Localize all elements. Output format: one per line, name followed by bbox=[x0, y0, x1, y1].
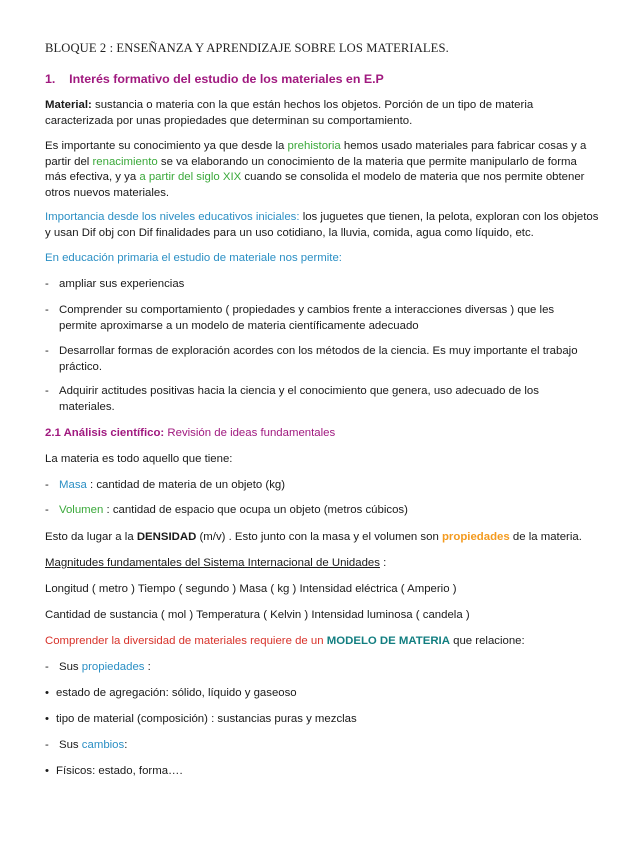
section-1-number: 1. bbox=[45, 72, 56, 86]
list-item-text: Comprender su comportamiento ( propiedades y cambios frente a interacciones diversas ) que les permite aproximarse a un modelo de materia científicamente adecuado bbox=[59, 304, 555, 332]
magnitudes-line-2: Cantidad de sustancia ( mol ) Temperatura ( Kelvin ) Intensidad luminosa ( candela ) bbox=[45, 609, 470, 621]
volumen-text: : cantidad de espacio que ocupa un objeto (metros cúbicos) bbox=[103, 504, 408, 516]
estado-text: estado de agregación: sólido, líquido y gaseoso bbox=[56, 687, 297, 699]
list-item bbox=[45, 344, 593, 375]
section-1-title: Interés formativo del estudio de los materiales en E.P bbox=[69, 72, 384, 86]
renacimiento-highlight: renacimiento bbox=[92, 155, 158, 168]
propiedades-highlight: propiedades bbox=[441, 531, 510, 543]
dash-marker: - bbox=[45, 739, 49, 751]
siglo-xix-highlight: a partir del siglo XIX bbox=[139, 171, 242, 183]
material-term: Material: bbox=[45, 99, 92, 111]
history-text-d: cuando se consolida el modelo de materia que nos permite obtener otros nuevos materiales. bbox=[45, 171, 585, 199]
bullet-marker: • bbox=[45, 713, 49, 725]
dash-marker: - bbox=[45, 385, 49, 397]
sus-cambios-colon: : bbox=[124, 739, 128, 751]
importance-text: los juguetes que tienen, la pelota, exploran con los objetos y usan Dif obj con Dif finalidades para un uso cotidiano, la lluvia, comida, agua como líquido, etc. bbox=[45, 211, 599, 239]
history-paragraph bbox=[45, 139, 600, 201]
magnitudes-title: Magnitudes fundamentales del Sistema Internacional de Unidades bbox=[45, 557, 380, 569]
estado-item bbox=[45, 686, 593, 702]
dash-marker: - bbox=[45, 504, 49, 516]
list-item-text: ampliar sus experiencias bbox=[59, 278, 185, 290]
volumen-item bbox=[45, 503, 593, 519]
history-text-c: se va elaborando un conocimiento de la materia que permite manipularlo de forma más efectiva, y ya bbox=[45, 155, 577, 183]
primary-education-intro: En educación primaria el estudio de materiale nos permite: bbox=[45, 252, 342, 264]
densidad-text-c: de la materia. bbox=[509, 531, 582, 543]
section-2-1-heading bbox=[45, 426, 600, 442]
comprender-tail: que relacione: bbox=[449, 635, 525, 647]
list-item bbox=[45, 303, 593, 334]
tipo-text: tipo de material (composición) : sustancias puras y mezclas bbox=[56, 713, 357, 725]
volumen-term: Volumen bbox=[59, 504, 104, 516]
section-2-1-label: 2.1 Análisis científico: bbox=[45, 427, 165, 439]
dash-marker: - bbox=[45, 304, 49, 316]
sus-prop-prefix: Sus bbox=[59, 661, 82, 673]
materia-intro: La materia es todo aquello que tiene: bbox=[45, 453, 233, 465]
dash-marker: - bbox=[45, 345, 49, 357]
importance-paragraph bbox=[45, 210, 600, 241]
densidad-paragraph bbox=[45, 530, 600, 546]
prehistoria-highlight: prehistoria bbox=[287, 140, 341, 152]
document-title: BLOQUE 2 : ENSEÑANZA Y APRENDIZAJE SOBRE LOS MATERIALES. bbox=[45, 41, 449, 55]
bullet-marker: • bbox=[45, 765, 49, 777]
magnitudes-line-1: Longitud ( metro ) Tiempo ( segundo ) Masa ( kg ) Intensidad eléctrica ( Amperio ) bbox=[45, 583, 457, 595]
bullet-marker: • bbox=[45, 687, 49, 699]
fisicos-item bbox=[45, 764, 593, 780]
importance-label: Importancia desde los niveles educativos iniciales: bbox=[45, 211, 300, 223]
section-2-1-title: Revisión de ideas fundamentales bbox=[164, 427, 336, 439]
sus-prop-colon: : bbox=[144, 661, 151, 673]
magnitudes-heading bbox=[45, 556, 600, 572]
masa-term: Masa bbox=[59, 479, 87, 491]
section-1-heading bbox=[45, 72, 600, 88]
list-item-text: Desarrollar formas de exploración acordes con los métodos de la ciencia. Es muy importante el trabajo práctico. bbox=[59, 345, 578, 373]
history-text-b: hemos usado materiales para fabricar cosas y a partir del bbox=[45, 140, 587, 168]
list-item-text: Adquirir actitudes positivas hacia la ciencia y el conocimiento que genera, uso adecuado de los materiales. bbox=[59, 385, 539, 413]
masa-item bbox=[45, 478, 593, 494]
fisicos-text: Físicos: estado, forma…. bbox=[56, 765, 183, 777]
dash-marker: - bbox=[45, 479, 49, 491]
history-text-a: Es importante su conocimiento ya que desde la bbox=[45, 140, 288, 152]
material-definition bbox=[45, 98, 600, 129]
magnitudes-colon: : bbox=[379, 557, 387, 569]
modelo-materia-paragraph bbox=[45, 634, 600, 650]
masa-text: : cantidad de materia de un objeto (kg) bbox=[86, 479, 286, 491]
densidad-text-b: (m/v) . Esto junto con la masa y el volumen son bbox=[196, 531, 442, 543]
list-item bbox=[45, 277, 593, 293]
sus-propiedades-item bbox=[45, 660, 593, 676]
material-def: sustancia o materia con la que están hechos los objetos. Porción de un tipo de materia caracterizada por unas propiedades que determinan su comportamiento. bbox=[45, 99, 534, 127]
dash-marker: - bbox=[45, 278, 49, 290]
dash-marker: - bbox=[45, 661, 49, 673]
comprender-text: Comprender la diversidad de materiales requiere de un bbox=[45, 635, 327, 647]
sus-cambios-item bbox=[45, 738, 593, 754]
densidad-text-a: Esto da lugar a la bbox=[45, 531, 137, 543]
list-item bbox=[45, 384, 593, 415]
modelo-materia-term: MODELO DE MATERIA bbox=[326, 635, 450, 647]
sus-cambios-prefix: Sus bbox=[59, 739, 82, 751]
tipo-item bbox=[45, 712, 593, 728]
densidad-term: DENSIDAD bbox=[136, 531, 197, 543]
propiedades-term: propiedades bbox=[81, 661, 145, 673]
cambios-term: cambios bbox=[81, 739, 125, 751]
